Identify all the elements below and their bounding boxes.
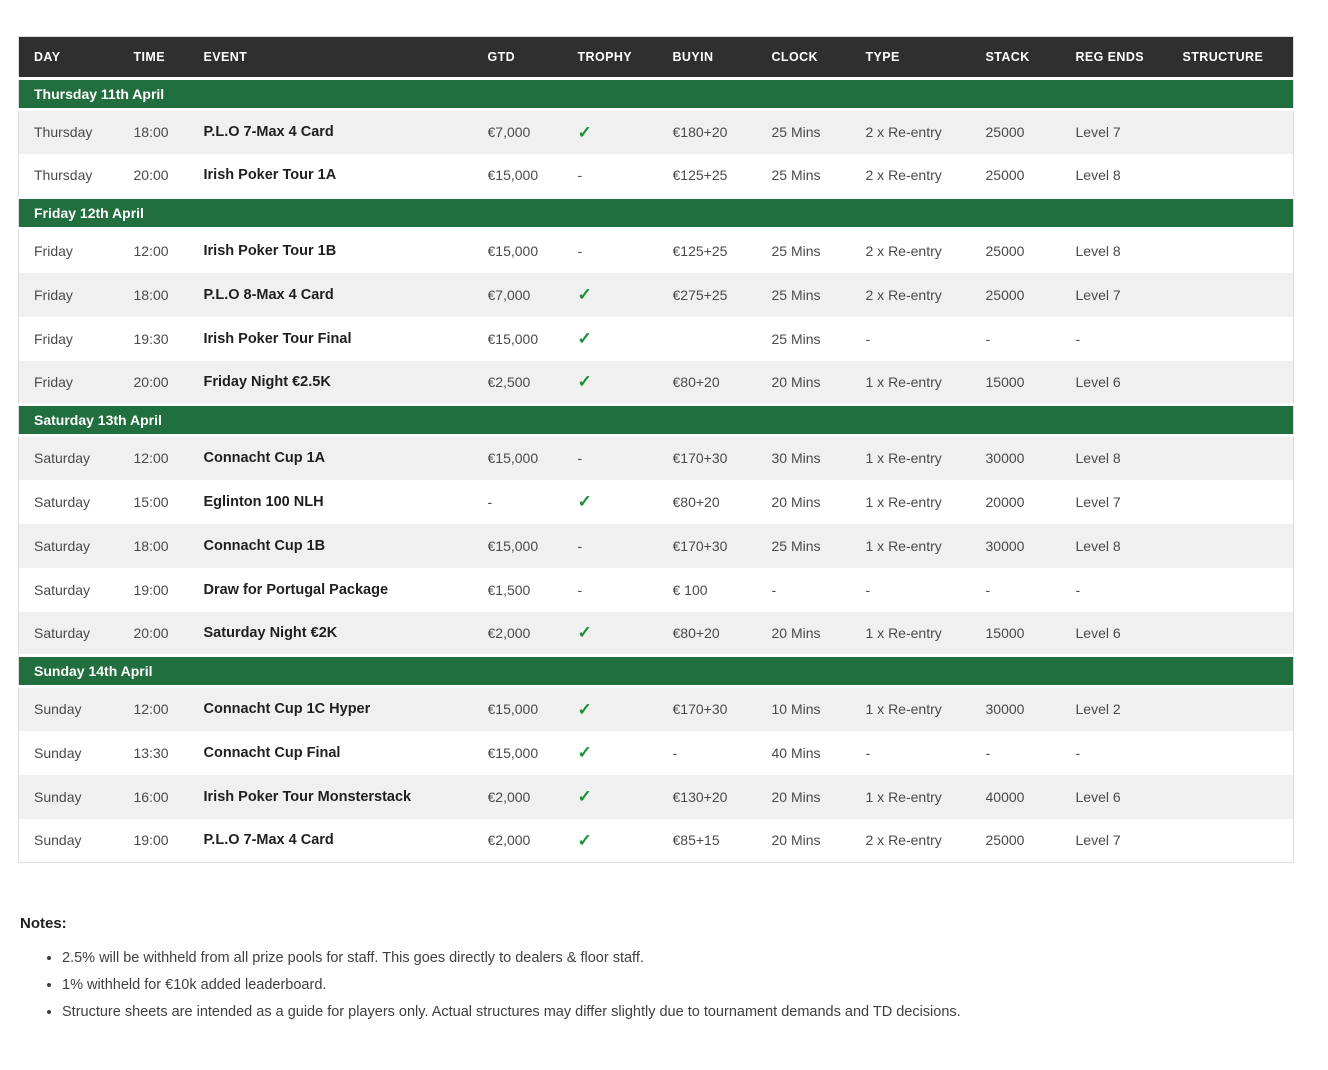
cell-clock: 20 Mins	[771, 832, 821, 849]
cell-reg_ends: Level 7	[1075, 286, 1121, 303]
column-header-stack: STACK	[986, 37, 1076, 79]
cell-type: 2 x Re-entry	[865, 243, 942, 260]
cell-gtd: €15,000	[487, 330, 539, 347]
cell-time: 19:30	[133, 330, 169, 347]
cell-gtd: €15,000	[487, 701, 539, 718]
cell-trophy	[578, 110, 673, 154]
cell-structure	[1183, 436, 1294, 480]
trophy-check-icon: ✓	[577, 122, 592, 142]
cell-type: -	[865, 581, 871, 598]
cell-event: P.L.O 8-Max 4 Card	[203, 286, 334, 303]
event-row	[19, 612, 1294, 656]
cell-reg_ends: Level 7	[1075, 493, 1121, 510]
event-row	[19, 480, 1294, 524]
cell-time: 20:00	[133, 624, 169, 641]
cell-trophy	[578, 317, 673, 361]
cell-day: Friday	[34, 330, 73, 347]
event-row	[19, 110, 1294, 154]
table-header-row	[19, 37, 1294, 79]
trophy-check-icon: ✓	[577, 787, 592, 806]
column-header-day: DAY	[19, 37, 134, 79]
cell-trophy: -	[577, 537, 583, 554]
cell-stack: 25000	[985, 243, 1025, 260]
notes-section	[20, 915, 1328, 1020]
tournament-schedule-table	[18, 36, 1294, 863]
cell-trophy	[578, 361, 673, 405]
cell-buyin: €80+20	[672, 493, 720, 510]
cell-time: 19:00	[133, 832, 169, 849]
cell-structure	[1183, 317, 1294, 361]
cell-gtd: €15,000	[487, 166, 539, 183]
cell-event: Irish Poker Tour 1B	[203, 243, 337, 260]
cell-clock: 20 Mins	[771, 373, 821, 390]
cell-reg_ends: -	[1075, 744, 1081, 761]
cell-buyin: €80+20	[672, 624, 720, 641]
cell-reg_ends: Level 2	[1075, 701, 1121, 718]
cell-day: Sunday	[34, 832, 82, 849]
trophy-check-icon: ✓	[577, 492, 592, 511]
cell-structure	[1183, 273, 1294, 317]
cell-clock: 10 Mins	[771, 701, 821, 718]
cell-day: Saturday	[34, 493, 91, 510]
column-header-event: EVENT	[204, 37, 488, 79]
cell-gtd: €2,000	[487, 788, 531, 805]
cell-day: Thursday	[34, 124, 93, 141]
cell-clock: -	[771, 581, 777, 598]
cell-type: 2 x Re-entry	[865, 286, 942, 303]
cell-stack: 15000	[985, 373, 1025, 390]
date-section-row	[19, 656, 1294, 687]
cell-time: 12:00	[133, 701, 169, 718]
cell-trophy	[578, 273, 673, 317]
cell-day: Saturday	[34, 581, 91, 598]
cell-stack: 20000	[985, 493, 1025, 510]
cell-event: Connacht Cup 1B	[203, 537, 326, 554]
cell-trophy	[578, 775, 673, 819]
column-header-time: TIME	[134, 37, 204, 79]
event-row	[19, 687, 1294, 731]
event-row	[19, 154, 1294, 198]
cell-time: 15:00	[133, 493, 169, 510]
cell-event: Irish Poker Tour Monsterstack	[203, 788, 412, 805]
cell-stack: 30000	[985, 537, 1025, 554]
cell-event: P.L.O 7-Max 4 Card	[203, 124, 334, 141]
date-section-title: Sunday 14th April	[19, 656, 1294, 687]
cell-gtd: €2,500	[487, 373, 531, 390]
cell-time: 18:00	[133, 124, 169, 141]
cell-trophy: -	[577, 581, 583, 598]
notes-title: Notes:	[20, 915, 67, 932]
event-row	[19, 229, 1294, 273]
cell-reg_ends: Level 8	[1075, 243, 1121, 260]
cell-type: 1 x Re-entry	[865, 493, 942, 510]
cell-stack: -	[985, 581, 991, 598]
cell-reg_ends: Level 8	[1075, 166, 1121, 183]
cell-event: Saturday Night €2K	[203, 624, 338, 641]
cell-buyin: €180+20	[672, 124, 728, 141]
cell-structure	[1183, 480, 1294, 524]
cell-reg_ends: -	[1075, 330, 1081, 347]
cell-event: Irish Poker Tour 1A	[203, 166, 337, 183]
cell-buyin: € 100	[672, 581, 708, 598]
cell-gtd: -	[487, 493, 493, 510]
cell-buyin: €85+15	[672, 832, 720, 849]
trophy-check-icon: ✓	[577, 699, 592, 719]
cell-event: Connacht Cup 1A	[203, 450, 326, 467]
cell-stack: 25000	[985, 286, 1025, 303]
cell-buyin	[673, 317, 772, 361]
cell-event: Connacht Cup Final	[203, 744, 341, 761]
cell-gtd: €15,000	[487, 537, 539, 554]
cell-structure	[1183, 731, 1294, 775]
cell-structure	[1183, 568, 1294, 612]
cell-reg_ends: Level 6	[1075, 373, 1121, 390]
cell-time: 20:00	[133, 373, 169, 390]
cell-clock: 25 Mins	[771, 330, 821, 347]
trophy-check-icon: ✓	[577, 285, 592, 304]
cell-trophy	[578, 687, 673, 731]
event-row	[19, 568, 1294, 612]
date-section-row	[19, 405, 1294, 436]
trophy-check-icon: ✓	[577, 743, 592, 762]
cell-time: 19:00	[133, 581, 169, 598]
column-header-structure: STRUCTURE	[1183, 37, 1294, 79]
cell-trophy: -	[577, 450, 583, 467]
cell-day: Friday	[34, 373, 73, 390]
cell-stack: 30000	[985, 450, 1025, 467]
cell-buyin: €125+25	[672, 166, 728, 183]
cell-stack: -	[985, 330, 991, 347]
cell-event: Connacht Cup 1C Hyper	[203, 701, 371, 718]
cell-day: Sunday	[34, 701, 82, 718]
cell-structure	[1183, 819, 1294, 863]
event-row	[19, 775, 1294, 819]
cell-clock: 40 Mins	[771, 744, 821, 761]
column-header-type: TYPE	[866, 37, 986, 79]
notes-list	[20, 950, 1328, 1020]
trophy-check-icon: ✓	[577, 830, 592, 850]
cell-structure	[1183, 361, 1294, 405]
cell-type: 1 x Re-entry	[865, 788, 942, 805]
trophy-check-icon: ✓	[577, 329, 592, 348]
cell-structure	[1183, 612, 1294, 656]
cell-day: Friday	[34, 243, 73, 260]
cell-time: 18:00	[133, 537, 169, 554]
cell-structure	[1183, 229, 1294, 273]
cell-event: Friday Night €2.5K	[203, 373, 331, 390]
cell-type: 1 x Re-entry	[865, 701, 942, 718]
cell-day: Saturday	[34, 450, 91, 467]
note-item: • 2.5% will be withheld from all prize pools for staff. This goes directly to dealers & floor staff.	[62, 950, 1328, 966]
event-row	[19, 819, 1294, 863]
cell-day: Thursday	[34, 166, 93, 183]
date-section-title: Saturday 13th April	[19, 405, 1294, 436]
cell-type: 1 x Re-entry	[865, 373, 942, 390]
cell-clock: 30 Mins	[771, 450, 821, 467]
cell-reg_ends: Level 8	[1075, 450, 1121, 467]
cell-clock: 25 Mins	[771, 124, 821, 141]
cell-day: Sunday	[34, 744, 82, 761]
cell-time: 20:00	[133, 166, 169, 183]
note-item: • Structure sheets are intended as a guide for players only. Actual structures may differ slightly due to tournament demands and TD decisions.	[62, 1004, 1328, 1020]
cell-stack: 15000	[985, 624, 1025, 641]
cell-time: 12:00	[133, 243, 169, 260]
cell-buyin: €170+30	[672, 450, 728, 467]
cell-gtd: €15,000	[487, 243, 539, 260]
cell-type: 1 x Re-entry	[865, 450, 942, 467]
cell-trophy: -	[577, 166, 583, 183]
cell-stack: 25000	[985, 124, 1025, 141]
cell-buyin: -	[672, 744, 678, 761]
cell-type: 2 x Re-entry	[865, 124, 942, 141]
cell-event: Draw for Portugal Package	[203, 581, 389, 598]
event-row	[19, 731, 1294, 775]
cell-trophy	[578, 819, 673, 863]
cell-stack: -	[985, 744, 991, 761]
cell-buyin: €170+30	[672, 701, 728, 718]
trophy-check-icon: ✓	[577, 623, 592, 643]
cell-reg_ends: -	[1075, 581, 1081, 598]
cell-buyin: €125+25	[672, 243, 728, 260]
cell-gtd: €7,000	[487, 124, 531, 141]
cell-reg_ends: Level 7	[1075, 124, 1121, 141]
cell-time: 13:30	[133, 744, 169, 761]
cell-type: 1 x Re-entry	[865, 537, 942, 554]
cell-buyin: €80+20	[672, 373, 720, 390]
cell-clock: 20 Mins	[771, 624, 821, 641]
cell-day: Saturday	[34, 537, 91, 554]
cell-day: Sunday	[34, 788, 82, 805]
cell-clock: 20 Mins	[771, 788, 821, 805]
cell-gtd: €2,000	[487, 832, 531, 849]
cell-reg_ends: Level 6	[1075, 788, 1121, 805]
cell-structure	[1183, 687, 1294, 731]
event-row	[19, 317, 1294, 361]
cell-stack: 25000	[985, 832, 1025, 849]
cell-buyin: €275+25	[672, 286, 728, 303]
event-row	[19, 524, 1294, 568]
cell-gtd: €15,000	[487, 450, 539, 467]
cell-gtd: €15,000	[487, 744, 539, 761]
cell-time: 12:00	[133, 450, 169, 467]
cell-reg_ends: Level 6	[1075, 624, 1121, 641]
column-header-gtd: GTD	[488, 37, 578, 79]
cell-type: 2 x Re-entry	[865, 166, 942, 183]
column-header-trophy: TROPHY	[578, 37, 673, 79]
cell-gtd: €1,500	[487, 581, 531, 598]
date-section-title: Friday 12th April	[19, 198, 1294, 229]
cell-buyin: €170+30	[672, 537, 728, 554]
column-header-clock: CLOCK	[772, 37, 866, 79]
cell-time: 16:00	[133, 788, 169, 805]
cell-time: 18:00	[133, 286, 169, 303]
cell-clock: 25 Mins	[771, 286, 821, 303]
note-item: • 1% withheld for €10k added leaderboard.	[62, 977, 1328, 993]
event-row	[19, 273, 1294, 317]
cell-trophy	[578, 612, 673, 656]
date-section-row	[19, 79, 1294, 110]
cell-structure	[1183, 524, 1294, 568]
column-header-reg_ends: REG ENDS	[1076, 37, 1183, 79]
cell-stack: 30000	[985, 701, 1025, 718]
cell-reg_ends: Level 8	[1075, 537, 1121, 554]
cell-event: P.L.O 7-Max 4 Card	[203, 832, 334, 849]
cell-stack: 40000	[985, 788, 1025, 805]
cell-gtd: €2,000	[487, 624, 531, 641]
cell-stack: 25000	[985, 166, 1025, 183]
cell-trophy	[578, 480, 673, 524]
cell-structure	[1183, 775, 1294, 819]
cell-type: 1 x Re-entry	[865, 624, 942, 641]
cell-structure	[1183, 154, 1294, 198]
cell-clock: 20 Mins	[771, 493, 821, 510]
cell-gtd: €7,000	[487, 286, 531, 303]
cell-type: 2 x Re-entry	[865, 832, 942, 849]
event-row	[19, 361, 1294, 405]
cell-clock: 25 Mins	[771, 166, 821, 183]
cell-clock: 25 Mins	[771, 537, 821, 554]
trophy-check-icon: ✓	[577, 372, 592, 392]
cell-trophy	[578, 731, 673, 775]
cell-trophy: -	[577, 243, 583, 260]
cell-structure	[1183, 110, 1294, 154]
cell-reg_ends: Level 7	[1075, 832, 1121, 849]
cell-buyin: €130+20	[672, 788, 728, 805]
event-row	[19, 436, 1294, 480]
column-header-buyin: BUYIN	[673, 37, 772, 79]
cell-type: -	[865, 744, 871, 761]
cell-day: Friday	[34, 286, 73, 303]
cell-event: Irish Poker Tour Final	[203, 330, 352, 347]
date-section-row	[19, 198, 1294, 229]
cell-clock: 25 Mins	[771, 243, 821, 260]
cell-type: -	[865, 330, 871, 347]
cell-day: Saturday	[34, 624, 91, 641]
date-section-title: Thursday 11th April	[19, 79, 1294, 110]
cell-event: Eglinton 100 NLH	[203, 493, 324, 510]
